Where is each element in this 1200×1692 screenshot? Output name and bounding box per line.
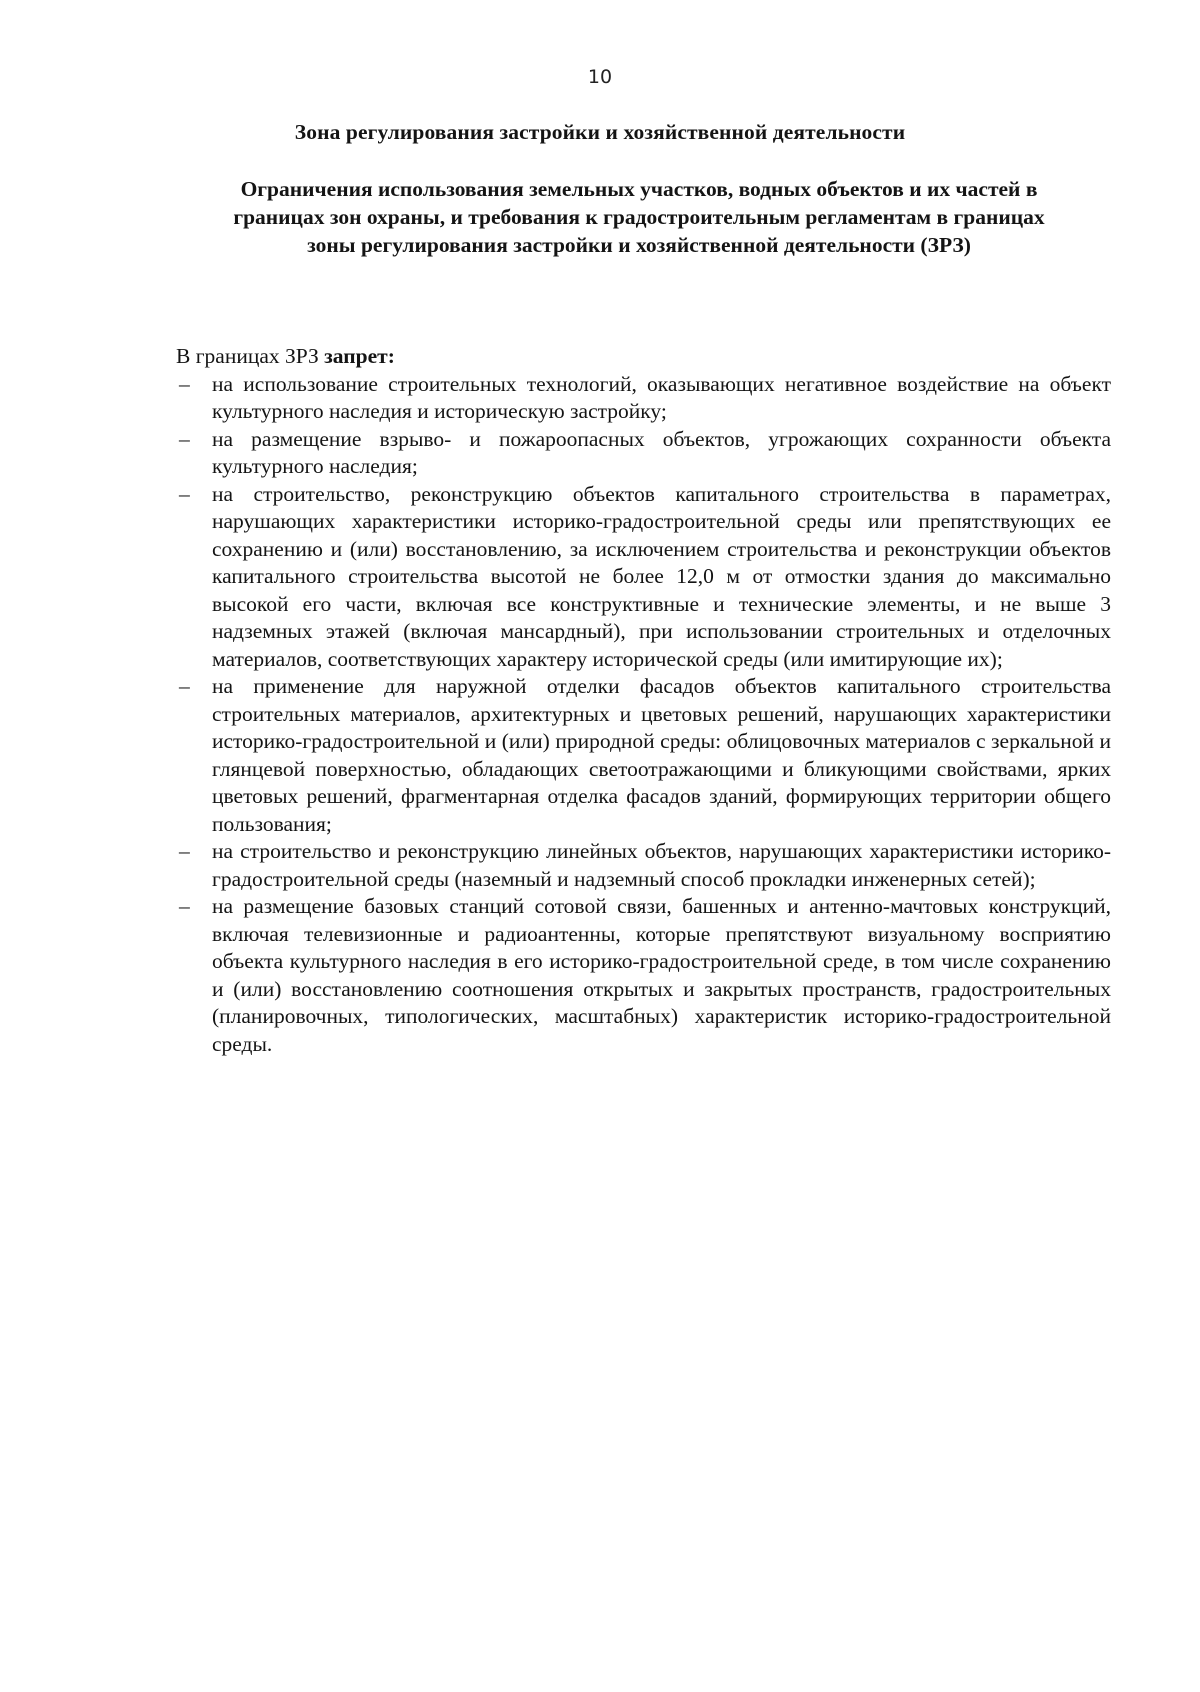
intro-paragraph bbox=[176, 343, 1111, 371]
page-number: 10 bbox=[587, 66, 613, 88]
list-dash: – bbox=[179, 371, 190, 396]
document-body bbox=[176, 343, 1111, 1058]
list-dash: – bbox=[179, 674, 190, 698]
restriction-item bbox=[176, 838, 1111, 893]
restriction-item bbox=[176, 371, 1111, 426]
restriction-item bbox=[176, 481, 1111, 674]
restriction-text: на применение для наружной отделки фасадов объектов капитального строительства строительных материалов, архитектурных и цветовых решений, нарушающих характеристики историко-градостроительной и (или) природной среды: облицовочных материалов с зеркальной и глянцевой поверхностью, обладающих светоотражающими и бликующими свойствами, ярких цветовых решений, фрагментарная отделка фасадов зданий, формирующих территории общего пользования; bbox=[212, 674, 1111, 836]
heading-line: границах зон охраны, и требования к градостроительным регламентам в границах bbox=[233, 205, 1045, 229]
list-dash: – bbox=[179, 481, 190, 506]
restriction-text: на строительство, реконструкцию объектов капитального строительства в параметрах, нарушающих характеристики историко-градостроительной среды или препятствующих ее сохранению и (или) восстановлению, за исключением строительства и реконструкции объектов капитального строительства высотой не более 12,0 м от отмостки здания до максимально высокой его части, включая все конструктивные и технические элементы, и не выше 3 надземных этажей (включая мансардный), при использовании строительных и отделочных материалов, соответствующих характеру исторической среды (или имитирующие их); bbox=[212, 481, 1111, 671]
restriction-text: на строительство и реконструкцию линейных объектов, нарушающих характеристики историко-градостроительной среды (наземный и надземный способ прокладки инженерных сетей); bbox=[212, 839, 1111, 891]
list-dash: – bbox=[179, 894, 190, 918]
section-heading bbox=[170, 175, 1108, 259]
restriction-text: на размещение базовых станций сотовой связи, башенных и антенно-мачтовых конструкций, включая телевизионные и радиоантенны, которые препятствуют визуальному восприятию объекта культурного наследия в его историко-градостроительной среде, в том числе сохранению и (или) восстановлению соотношения открытых и закрытых пространств, градостроительных (планировочных, типологических, масштабных) характеристик историко-градостроительной среды. bbox=[212, 894, 1111, 1056]
restriction-item bbox=[176, 426, 1111, 481]
restriction-item bbox=[176, 893, 1111, 1058]
list-dash: – bbox=[179, 839, 190, 863]
intro-text: В границах ЗРЗ bbox=[176, 344, 325, 368]
list-dash: – bbox=[179, 426, 190, 451]
heading-line: Ограничения использования земельных участков, водных объектов и их частей в bbox=[240, 177, 1038, 201]
restriction-text: на размещение взрыво- и пожароопасных объектов, угрожающих сохранности объекта культурного наследия; bbox=[212, 426, 1111, 478]
heading-line: зоны регулирования застройки и хозяйственной деятельности (ЗРЗ) bbox=[307, 233, 971, 257]
zone-title: Зона регулирования застройки и хозяйственной деятельности bbox=[294, 120, 906, 144]
restriction-text: на использование строительных технологий, оказывающих негативное воздействие на объект культурного наследия и историческую застройку; bbox=[212, 371, 1111, 423]
restriction-item bbox=[176, 673, 1111, 838]
restrictions-list bbox=[176, 371, 1111, 1059]
intro-emphasis: запрет: bbox=[324, 344, 395, 368]
